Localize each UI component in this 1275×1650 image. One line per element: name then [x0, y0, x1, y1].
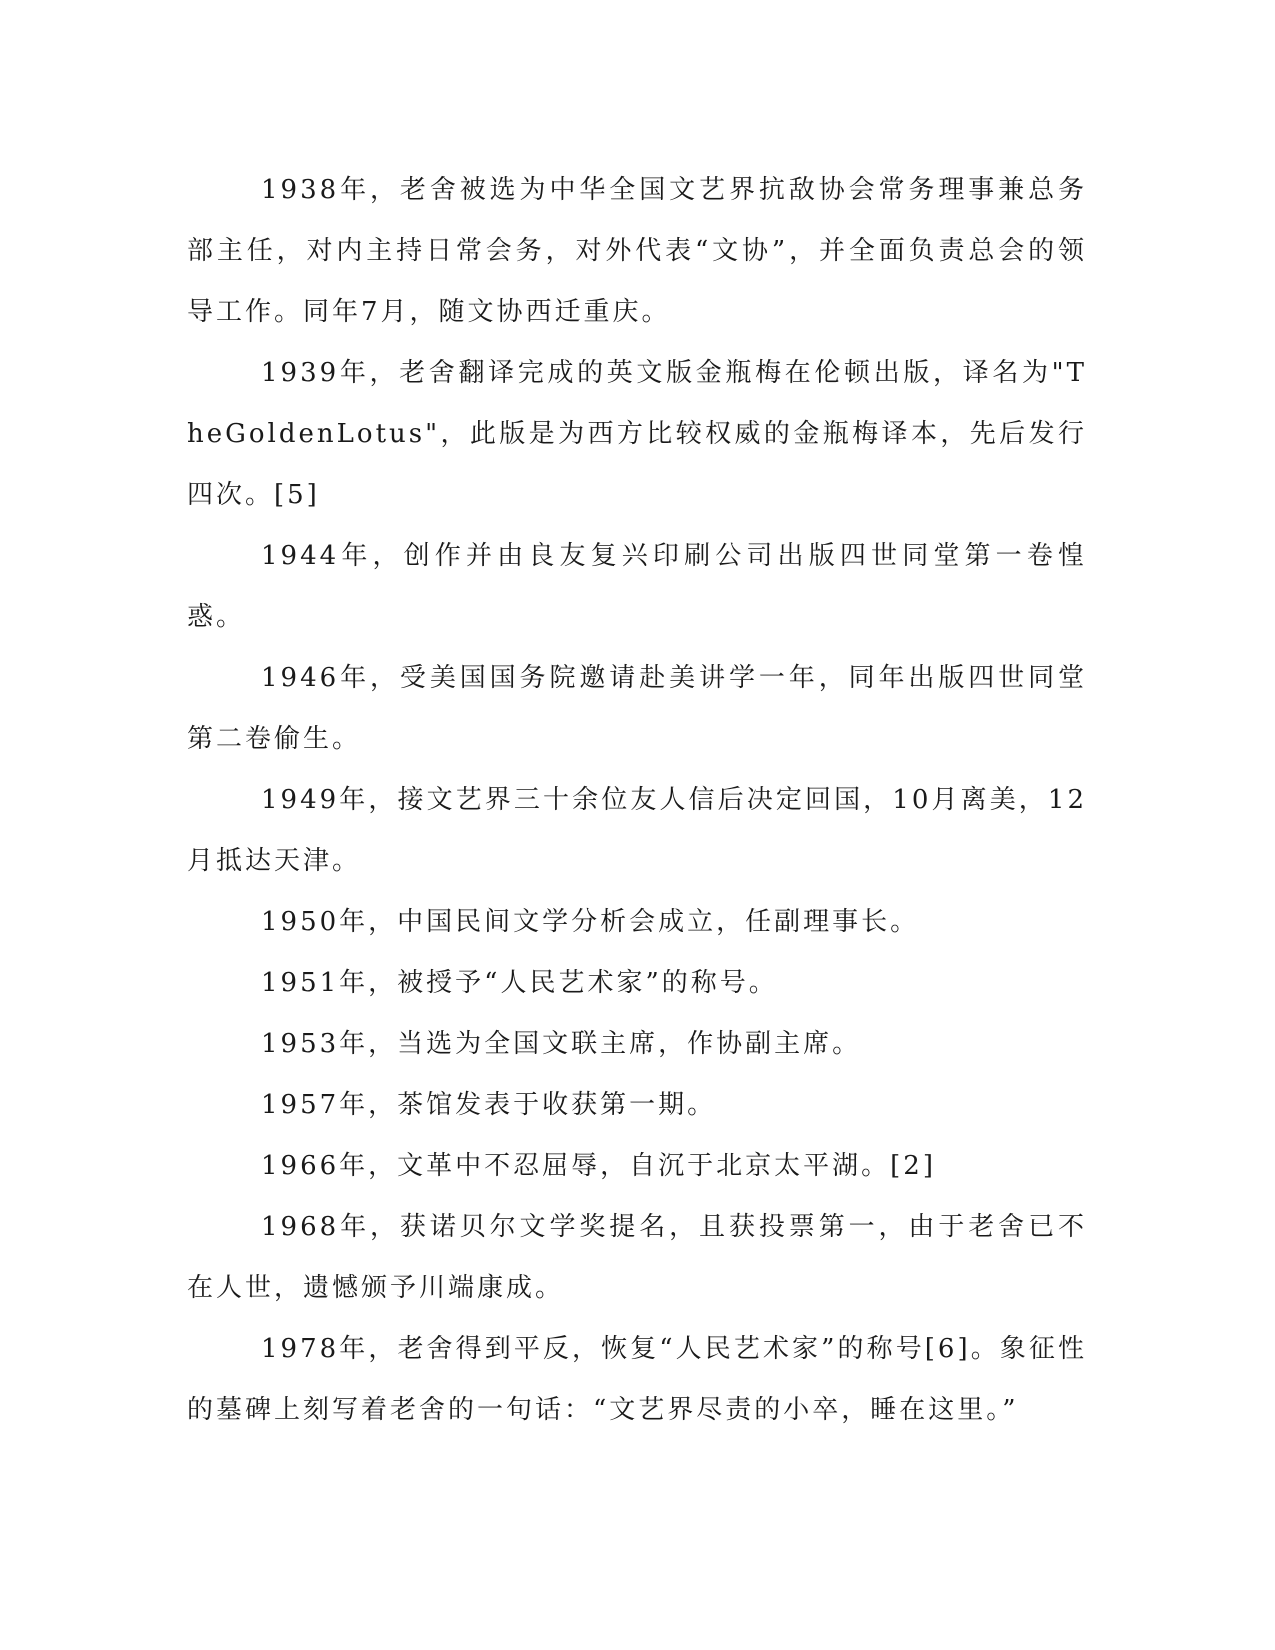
document-body [187, 160, 1087, 1441]
paragraph-1978: 1978年，老舍得到平反，恢复“人民艺术家”的称号[6]。象征性的墓碑上刻写着老舍的一句话：“文艺界尽责的小卒，睡在这里。” [187, 1334, 1087, 1425]
paragraph-1966: 1966年，文革中不忍屈辱，自沉于北京太平湖。[2] [261, 1151, 936, 1181]
paragraph-1944: 1944年，创作并由良友复兴印刷公司出版四世同堂第一卷惶惑。 [187, 541, 1087, 632]
paragraph-1950: 1950年，中国民间文学分析会成立，任副理事长。 [261, 907, 920, 937]
paragraph-1938: 1938年，老舍被选为中华全国文艺界抗敌协会常务理事兼总务部主任，对内主持日常会务，对外代表“文协”，并全面负责总会的领导工作。同年7月，随文协西迁重庆。 [187, 175, 1087, 327]
paragraph-1946: 1946年，受美国国务院邀请赴美讲学一年，同年出版四世同堂第二卷偷生。 [187, 663, 1087, 754]
paragraph-1953: 1953年，当选为全国文联主席，作协副主席。 [261, 1029, 862, 1059]
paragraph-1968: 1968年，获诺贝尔文学奖提名，且获投票第一，由于老舍已不在人世，遗憾颁予川端康成。 [187, 1212, 1087, 1303]
paragraph-1939: 1939年，老舍翻译完成的英文版金瓶梅在伦顿出版，译名为"TheGoldenLotus"，此版是为西方比较权威的金瓶梅译本，先后发行四次。[5] [187, 358, 1087, 510]
paragraph-1951: 1951年，被授予“人民艺术家”的称号。 [261, 968, 778, 998]
paragraph-1949: 1949年，接文艺界三十余位友人信后决定回国，10月离美，12月抵达天津。 [187, 785, 1087, 876]
paragraph-1957: 1957年，茶馆发表于收获第一期。 [261, 1090, 717, 1120]
